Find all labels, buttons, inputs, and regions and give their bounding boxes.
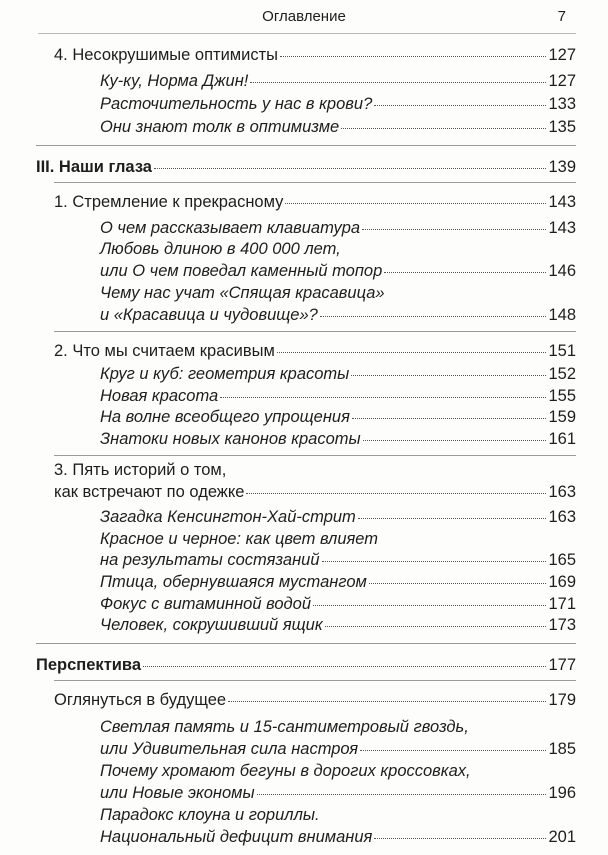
- toc-entry-look-to-future[interactable]: Оглянуться в будущее 179: [54, 691, 576, 709]
- page-ref: 155: [548, 387, 576, 405]
- leader-dots: [363, 439, 547, 441]
- leader-dots: [246, 492, 546, 494]
- leader-dots: [351, 374, 546, 376]
- chapter-separator: [54, 455, 576, 456]
- leader-dots: [369, 582, 547, 584]
- page-ref: 179: [548, 691, 576, 709]
- page-ref: 133: [548, 95, 576, 113]
- page-ref: 177: [548, 656, 576, 674]
- leader-dots: [143, 665, 546, 667]
- toc-entry-chapter-1[interactable]: 1. Стремление к прекрасному 143: [54, 193, 576, 211]
- chapter-separator: [54, 331, 576, 332]
- leader-dots: [325, 625, 547, 627]
- toc-entry-section[interactable]: и «Красавица и чудовище»? 148: [100, 306, 576, 324]
- leader-dots: [374, 104, 546, 106]
- toc-entry-section[interactable]: Фокус с витаминной водой 171: [100, 595, 576, 613]
- toc-entry-chapter-3-line1: 3. Пять историй о том,: [54, 461, 227, 479]
- leader-dots: [358, 517, 547, 519]
- toc-entry-section[interactable]: На волне всеобщего упрощения 159: [100, 408, 576, 426]
- toc-entry-section-line1: Красное и черное: как цвет влияет: [100, 530, 379, 548]
- toc-entry-section[interactable]: О чем рассказывает клавиатура 143: [100, 219, 576, 237]
- toc-entry-perspective[interactable]: Перспектива 177: [36, 656, 576, 674]
- toc-entry-chapter-2[interactable]: 2. Что мы считаем красивым 151: [54, 342, 576, 360]
- page-ref: 201: [548, 828, 576, 846]
- leader-dots: [313, 604, 546, 606]
- part-separator: [36, 643, 576, 644]
- toc-entry-section[interactable]: Расточительность у нас в крови? 133: [100, 95, 576, 113]
- leader-dots: [362, 228, 546, 230]
- page-ref: 146: [548, 262, 576, 280]
- leader-dots: [154, 167, 546, 169]
- toc-entry-section-line1: Парадокс клоуна и гориллы.: [100, 806, 320, 824]
- page-ref: 163: [548, 483, 576, 501]
- toc-entry-part-3[interactable]: III. Наши глаза 139: [36, 158, 576, 176]
- toc-entry-section[interactable]: или О чем поведал каменный топор 146: [100, 262, 576, 280]
- toc-entry-section[interactable]: Человек, сокрушивший ящик 173: [100, 616, 576, 634]
- leader-dots: [277, 351, 547, 353]
- toc-entry-section[interactable]: Ку-ку, Норма Джин! 127: [100, 72, 576, 90]
- leader-dots: [285, 202, 546, 204]
- header-title: Оглавление: [262, 8, 346, 25]
- toc-entry-chapter-4[interactable]: 4. Несокрушимые оптимисты 127: [54, 46, 576, 64]
- chapter-separator: [54, 182, 576, 183]
- toc-entry-section[interactable]: Национальный дефицит внимания 201: [100, 828, 576, 846]
- page-ref: 159: [548, 408, 576, 426]
- page-ref: 139: [548, 158, 576, 176]
- page-ref: 165: [548, 551, 576, 569]
- leader-dots: [341, 127, 546, 129]
- toc-entry-chapter-3[interactable]: как встречают по одежке 163: [54, 483, 576, 501]
- header-page-number: 7: [557, 8, 566, 25]
- leader-dots: [384, 271, 546, 273]
- page-ref: 135: [548, 118, 576, 136]
- page-ref: 152: [548, 365, 576, 383]
- page-ref: 171: [548, 595, 576, 613]
- leader-dots: [257, 793, 547, 795]
- leader-dots: [374, 837, 546, 839]
- toc-entry-section[interactable]: Круг и куб: геометрия красоты 152: [100, 365, 576, 383]
- page-ref: 143: [548, 219, 576, 237]
- leader-dots: [280, 55, 546, 57]
- leader-dots: [352, 417, 547, 419]
- toc-entry-section-line1: Светлая память и 15-сантиметровый гвоздь,: [100, 718, 469, 736]
- page-ref: 169: [548, 573, 576, 591]
- part-separator: [36, 145, 576, 146]
- page-ref: 143: [548, 193, 576, 211]
- toc-entry-section-line1: Любовь длиною в 400 000 лет,: [100, 240, 341, 258]
- toc-entry-section-line1: Почему хромают бегуны в дорогих кроссовках,: [100, 762, 471, 780]
- leader-dots: [220, 396, 546, 398]
- toc-entry-section[interactable]: на результаты состязаний 165: [100, 551, 576, 569]
- page-ref: 185: [548, 740, 576, 758]
- toc-entry-section[interactable]: или Удивительная сила настроя 185: [100, 740, 576, 758]
- page-ref: 173: [548, 616, 576, 634]
- toc-entry-section[interactable]: Птица, обернувшаяся мустангом 169: [100, 573, 576, 591]
- toc-entry-section[interactable]: или Новые экономы 196: [100, 784, 576, 802]
- page-ref: 161: [548, 430, 576, 448]
- page-ref: 148: [548, 306, 576, 324]
- toc-entry-section[interactable]: Загадка Кенсингтон-Хай-стрит 163: [100, 508, 576, 526]
- leader-dots: [250, 81, 546, 83]
- leader-dots: [360, 749, 546, 751]
- leader-dots: [322, 560, 547, 562]
- toc-entry-section[interactable]: Новая красота 155: [100, 387, 576, 405]
- leader-dots: [320, 315, 547, 317]
- page-ref: 127: [548, 72, 576, 90]
- toc-entry-section-line1: Чему нас учат «Спящая красавица»: [100, 284, 385, 302]
- toc-entry-section[interactable]: Они знают толк в оптимизме 135: [100, 118, 576, 136]
- leader-dots: [228, 700, 546, 702]
- chapter-separator: [54, 680, 576, 681]
- page-ref: 196: [548, 784, 576, 802]
- page-ref: 163: [548, 508, 576, 526]
- page-ref: 127: [548, 46, 576, 64]
- toc-entry-section[interactable]: Знатоки новых канонов красоты 161: [100, 430, 576, 448]
- page-ref: 151: [548, 342, 576, 360]
